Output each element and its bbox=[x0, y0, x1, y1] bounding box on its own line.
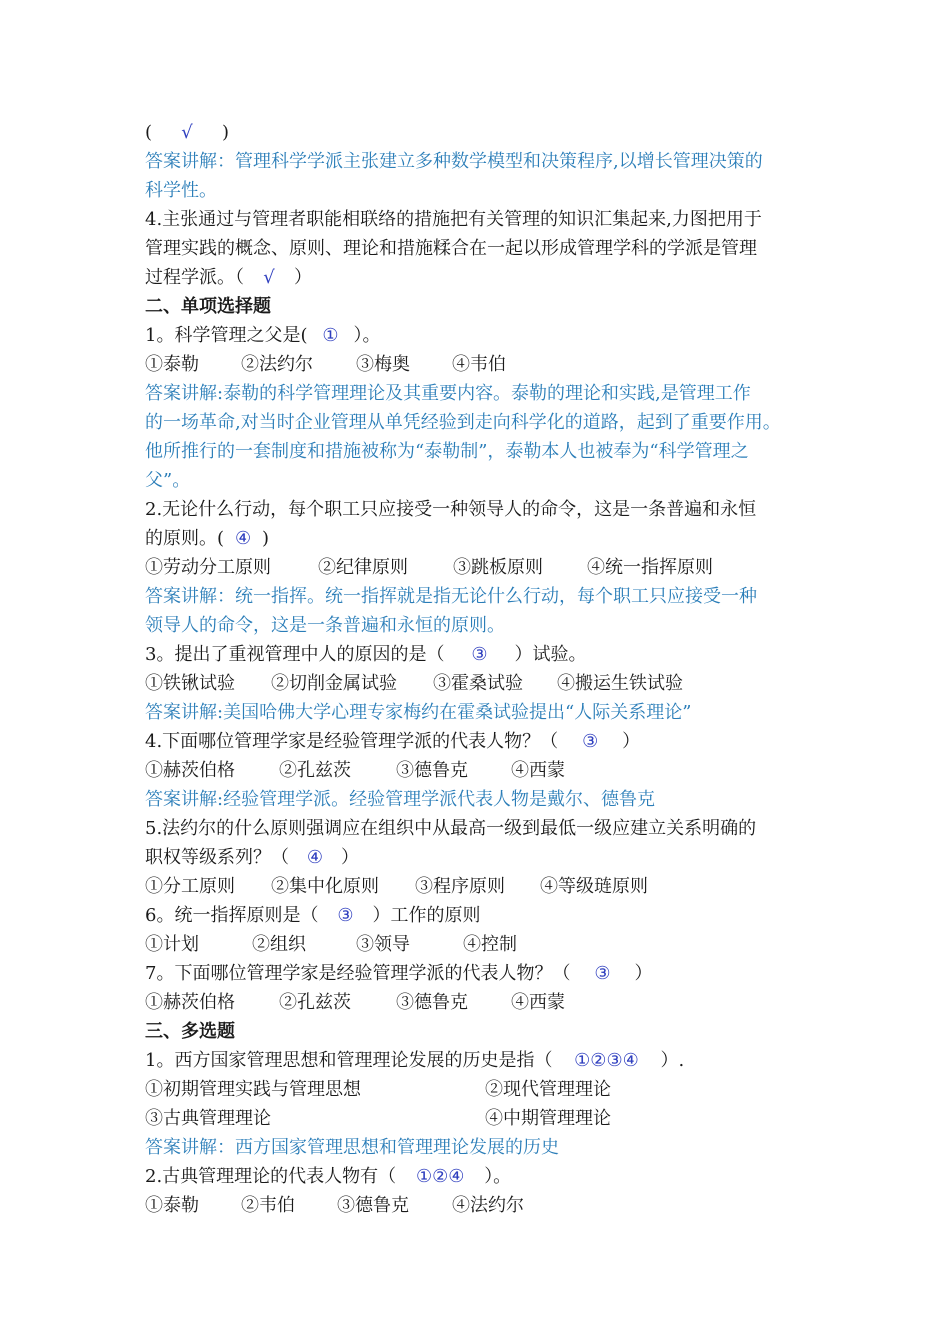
options-row bbox=[145, 872, 810, 901]
options-row bbox=[145, 1191, 810, 1220]
option: ②法约尔 bbox=[241, 354, 313, 375]
option: ①泰勒 bbox=[145, 354, 199, 375]
stem-text: 2.古典管理理论的代表人物有（ bbox=[145, 1166, 397, 1187]
stem-text: ）。 bbox=[484, 1166, 512, 1187]
question-stem: 5.法约尔的什么原则强调应在组织中从最高一级到最低一级应建立关系明确的 bbox=[145, 818, 757, 839]
stem-text: 1。科学管理之父是( bbox=[145, 325, 308, 346]
stem-text: ）。 bbox=[353, 325, 381, 346]
option: ③德鲁克 bbox=[396, 992, 468, 1013]
stem-text: ) bbox=[262, 528, 270, 549]
question-line: 管理实践的概念、原则、理论和措施糅合在一起以形成管理学科的学派是管理 bbox=[145, 238, 757, 259]
option: ④搬运生铁试验 bbox=[557, 673, 683, 694]
explanation-line: 父”。 bbox=[145, 470, 191, 491]
answer-mark: ③ bbox=[594, 963, 611, 984]
stem-text: ） bbox=[622, 731, 641, 752]
stem-text: 6。统一指挥原则是（ bbox=[145, 905, 319, 926]
option: ④韦伯 bbox=[452, 354, 506, 375]
option: ④等级琏原则 bbox=[540, 876, 648, 897]
question-stem bbox=[145, 901, 810, 930]
document-content bbox=[145, 118, 810, 1220]
question-line: 4.主张通过与管理者职能相联络的措施把有关管理的知识汇集起来,力图把用于 bbox=[145, 209, 762, 230]
stem-text: 3。提出了重视管理中人的原因的是（ bbox=[145, 644, 445, 665]
option: ①泰勒 bbox=[145, 1195, 199, 1216]
option: ①计划 bbox=[145, 934, 199, 955]
options-row bbox=[145, 1104, 810, 1133]
option: ②现代管理理论 bbox=[485, 1079, 611, 1100]
explanation-line: 答案讲解：西方国家管理思想和管理理论发展的历史 bbox=[145, 1137, 559, 1158]
explanation-line: 答案讲解:美国哈佛大学心理专家梅约在霍桑试验提出“人际关系理论” bbox=[145, 702, 692, 723]
stem-text: 1。西方国家管理思想和管理理论发展的历史是指（ bbox=[145, 1050, 553, 1071]
options-row bbox=[145, 669, 810, 698]
question-stem bbox=[145, 727, 810, 756]
option: ④西蒙 bbox=[511, 992, 565, 1013]
option: ①赫茨伯格 bbox=[145, 992, 235, 1013]
option: ④中期管理理论 bbox=[485, 1108, 611, 1129]
answer-mark: ③ bbox=[471, 644, 488, 665]
option: ④西蒙 bbox=[511, 760, 565, 781]
option: ①赫茨伯格 bbox=[145, 760, 235, 781]
paren: ) bbox=[222, 122, 230, 143]
answer-mark: ④ bbox=[306, 847, 324, 868]
answer-mark: √ bbox=[263, 267, 275, 288]
option: ④统一指挥原则 bbox=[587, 557, 713, 578]
option: ①劳动分工原则 bbox=[145, 557, 271, 578]
option: ③古典管理理论 bbox=[145, 1108, 271, 1129]
option: ③霍桑试验 bbox=[433, 673, 523, 694]
question-stem bbox=[145, 959, 810, 988]
option: ③程序原则 bbox=[415, 876, 505, 897]
stem-text: 职权等级系列？（ bbox=[145, 847, 289, 868]
question-stem bbox=[145, 640, 810, 669]
option: ③德鲁克 bbox=[337, 1195, 409, 1216]
options-row bbox=[145, 988, 810, 1017]
answer-mark: ① bbox=[322, 325, 339, 346]
paren: ( bbox=[145, 122, 153, 143]
answer-mark: ④ bbox=[234, 528, 252, 549]
stem-text: ）工作的原则 bbox=[372, 905, 481, 926]
option: ②孔兹茨 bbox=[279, 760, 351, 781]
explanation-line: 领导人的命令，这是一条普遍和永恒的原则。 bbox=[145, 615, 505, 636]
option: ②切削金属试验 bbox=[271, 673, 397, 694]
stem-text: 7。下面哪位管理学家是经验管理学派的代表人物？（ bbox=[145, 963, 571, 984]
section-title: 三、多选题 bbox=[145, 1021, 235, 1042]
option: ②孔兹茨 bbox=[279, 992, 351, 1013]
answer-mark: √ bbox=[181, 122, 193, 143]
explanation-line: 答案讲解:经验管理学派。经验管理学派代表人物是戴尔、德鲁克 bbox=[145, 789, 656, 810]
tf3-answer-line bbox=[145, 118, 810, 147]
option: ③德鲁克 bbox=[396, 760, 468, 781]
options-row bbox=[145, 930, 810, 959]
option: ④控制 bbox=[463, 934, 517, 955]
question-stem: 2.无论什么行动，每个职工只应接受一种领导人的命令，这是一条普遍和永恒 bbox=[145, 499, 757, 520]
option: ③梅奥 bbox=[356, 354, 410, 375]
explanation-line: 答案讲解:泰勒的科学管理理论及其重要内容。泰勒的理论和实践,是管理工作 bbox=[145, 383, 751, 404]
stem-text: 4.下面哪位管理学家是经验管理学派的代表人物？（ bbox=[145, 731, 559, 752]
option: ④法约尔 bbox=[452, 1195, 524, 1216]
option: ②集中化原则 bbox=[271, 876, 379, 897]
option: ②纪律原则 bbox=[318, 557, 408, 578]
question-stem bbox=[145, 843, 810, 872]
explanation-line: 科学性。 bbox=[145, 180, 217, 201]
option: ②组织 bbox=[252, 934, 306, 955]
options-row bbox=[145, 1075, 810, 1104]
paren: ） bbox=[294, 267, 312, 288]
question-stem bbox=[145, 1046, 810, 1075]
question-text: 过程学派。（ bbox=[145, 267, 244, 288]
answer-mark: ①②③④ bbox=[574, 1050, 639, 1071]
question-stem bbox=[145, 1162, 810, 1191]
explanation-line: 答案讲解：统一指挥。统一指挥就是指无论什么行动，每个职工只应接受一种 bbox=[145, 586, 757, 607]
answer-mark: ③ bbox=[582, 731, 599, 752]
answer-mark: ①②④ bbox=[415, 1166, 465, 1187]
option: ①初期管理实践与管理思想 bbox=[145, 1079, 361, 1100]
option: ①铁锹试验 bbox=[145, 673, 235, 694]
options-row bbox=[145, 350, 810, 379]
option: ②韦伯 bbox=[241, 1195, 295, 1216]
option: ①分工原则 bbox=[145, 876, 235, 897]
option: ③领导 bbox=[356, 934, 410, 955]
answer-mark: ③ bbox=[337, 905, 354, 926]
stem-text: ） bbox=[634, 963, 653, 984]
stem-text: 的原则。( bbox=[145, 528, 225, 549]
question-stem bbox=[145, 524, 810, 553]
explanation-line: 答案讲解：管理科学学派主张建立多种数学模型和决策程序,以增长管理决策的 bbox=[145, 151, 763, 172]
option: ③跳板原则 bbox=[453, 557, 543, 578]
stem-text: ）试验。 bbox=[514, 644, 587, 665]
question-line bbox=[145, 263, 810, 292]
question-stem bbox=[145, 321, 810, 350]
stem-text: ）. bbox=[660, 1050, 685, 1071]
options-row bbox=[145, 553, 810, 582]
explanation-line: 的一场革命,对当时企业管理从单凭经验到走向科学化的道路，起到了重要作用。 bbox=[145, 412, 781, 433]
section-title: 二、单项选择题 bbox=[145, 296, 271, 317]
explanation-line: 他所推行的一套制度和措施被称为“泰勒制”，泰勒本人也被奉为“科学管理之 bbox=[145, 441, 749, 462]
options-row bbox=[145, 756, 810, 785]
stem-text: ） bbox=[341, 847, 359, 868]
